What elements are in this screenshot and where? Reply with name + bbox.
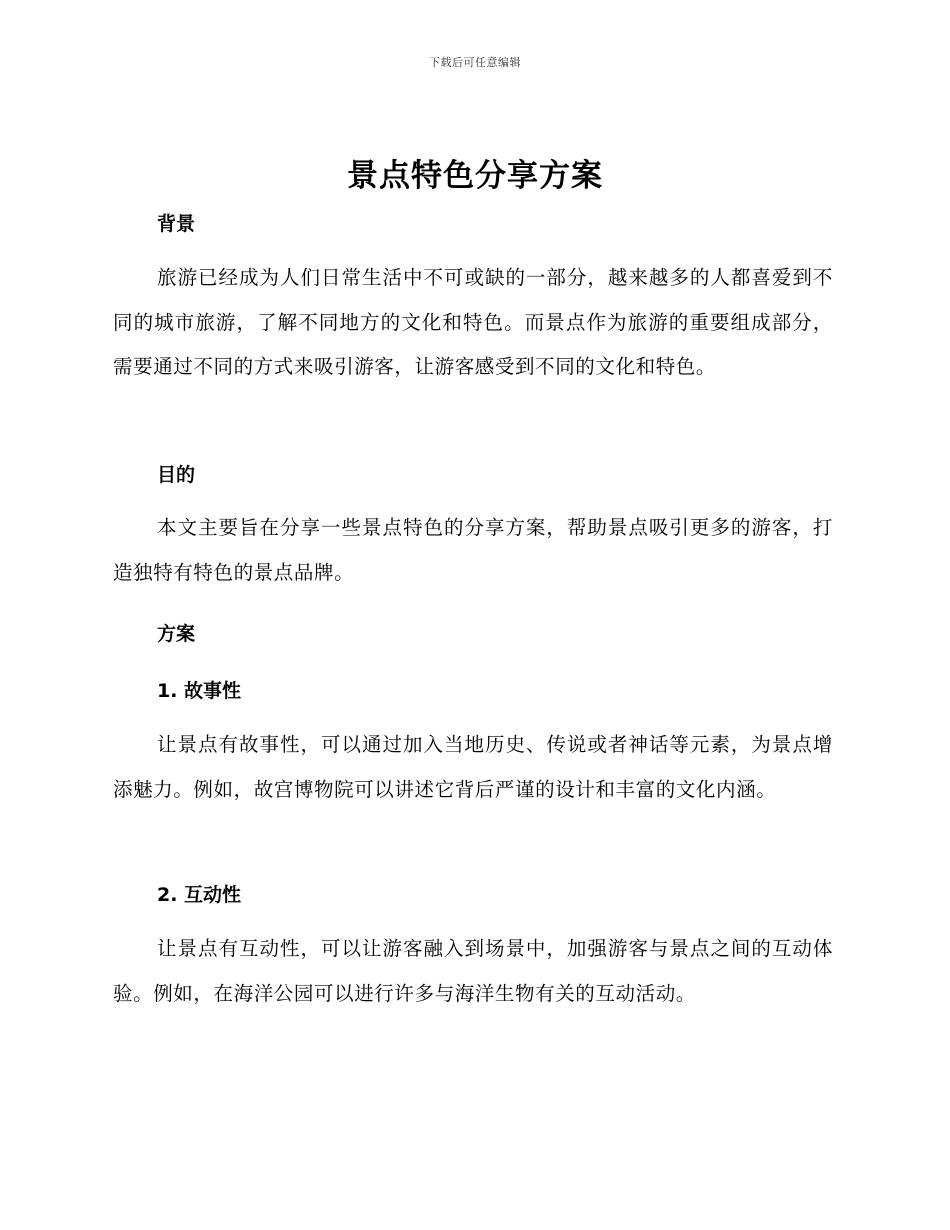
paragraph-interactivity: 让景点有互动性，可以让游客融入到场景中，加强游客与景点之间的互动体验。例如，在海洋公园可以进行许多与海洋生物有关的互动活动。: [113, 937, 833, 1005]
header-note: 下载后可任意编辑: [429, 56, 521, 69]
section-heading-background: 背景: [157, 213, 196, 235]
subheading-storytelling: 1. 故事性: [157, 680, 242, 702]
subheading-interactivity: 2. 互动性: [157, 884, 242, 906]
paragraph-purpose: 本文主要旨在分享一些景点特色的分享方案，帮助景点吸引更多的游客，打造独特有特色的景点品牌。: [113, 516, 833, 584]
section-heading-plan: 方案: [157, 623, 196, 645]
section-heading-purpose: 目的: [157, 464, 196, 486]
document-title: 景点特色分享方案: [347, 158, 603, 194]
paragraph-background: 旅游已经成为人们日常生活中不可或缺的一部分，越来越多的人都喜爱到不同的城市旅游，了解不同地方的文化和特色。而景点作为旅游的重要组成部分，需要通过不同的方式来吸引游客，让游客感受到不同的文化和特色。: [113, 266, 833, 378]
paragraph-storytelling: 让景点有故事性，可以通过加入当地历史、传说或者神话等元素，为景点增添魅力。例如，故宫博物院可以讲述它背后严谨的设计和丰富的文化内涵。: [113, 733, 833, 801]
